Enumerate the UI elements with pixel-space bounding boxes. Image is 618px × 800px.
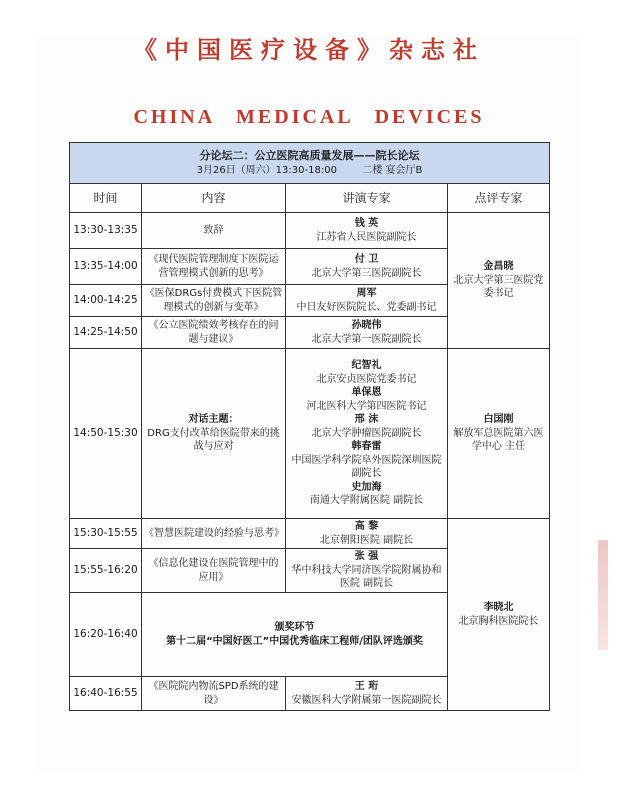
row-content: 《信息化建设在医院管理中的应用》: [142, 549, 286, 593]
forum-date-venue: [72, 164, 547, 178]
speaker-title: 华中科技大学同济医学院附属协和医院 副院长: [291, 564, 442, 590]
speaker-title: 安徽医科大学附属第一医院副院长: [291, 694, 442, 706]
reviewer-name: 白国刚: [483, 414, 514, 426]
row-time: 15:30-15:55: [70, 519, 142, 549]
row-content: [142, 349, 286, 519]
row-time: 16:40-16:55: [70, 677, 142, 711]
panelist-title: 河北医科大学第四医院书记: [306, 400, 427, 412]
row-speaker: [286, 213, 448, 249]
speaker-name: 张 强: [354, 551, 379, 563]
panelist-name: 韩春雷: [351, 441, 382, 453]
row-content: 致辞: [142, 213, 286, 249]
panelist-title: 北京安贞医院党委书记: [316, 373, 417, 385]
speaker-name: 高 黎: [354, 521, 379, 532]
row-speaker: [286, 549, 448, 593]
speaker-name: 孙晓伟: [351, 320, 382, 331]
table-row: [70, 349, 550, 519]
col-reviewer: 点评专家: [448, 184, 550, 213]
row-time: 16:20-16:40: [70, 593, 142, 677]
stamp-mark: [598, 540, 608, 650]
panelist-title: 北京大学肿瘤医院副院长: [311, 427, 422, 439]
speaker-title: 中日友好医院院长、党委副书记: [296, 301, 437, 313]
speaker-title: 北京大学第三医院副院长: [311, 267, 422, 279]
row-speaker: [286, 317, 448, 349]
reviewer-name: 金昌晓: [483, 261, 514, 273]
col-speaker: 讲演专家: [286, 184, 448, 213]
row-time: 15:55-16:20: [70, 549, 142, 593]
row-time: 14:50-15:30: [70, 349, 142, 519]
reviewer-title: 解放军总医院第六医学中心 主任: [453, 427, 544, 453]
row-speaker: [286, 677, 448, 711]
forum-title-row: [70, 143, 550, 184]
dialogue-topic: DRG支付改革给医院带来的挑战与应对: [147, 427, 280, 453]
panelist-name: 单保恩: [351, 387, 382, 399]
forum-title: 分论坛二：公立医院高质量发展——院长论坛: [199, 148, 420, 162]
speaker-name: 付 卫: [354, 254, 379, 265]
row-content: 《医院院内物流SPD系统的建设》: [142, 677, 286, 711]
magazine-title-en: CHINA MEDICAL DEVICES: [133, 106, 485, 128]
row-content: 《医保DRGs付费模式下医院管理模式的创新与变革》: [142, 285, 286, 317]
speaker-name: 钱 英: [354, 218, 379, 229]
dialogue-title: 对话主题：: [188, 414, 239, 426]
reviewer-cell: [448, 213, 550, 349]
speaker-title: 北京大学第一医院副院长: [311, 333, 422, 345]
award-cell: [142, 593, 448, 677]
row-time: 13:30-13:35: [70, 213, 142, 249]
table-row: [70, 519, 550, 549]
speaker-title: 北京朝阳医院 副院长: [319, 534, 414, 546]
reviewer-title: 北京大学第三医院党委书记: [453, 274, 544, 300]
award-desc: 第十二届“中国好医工”中国优秀临床工程师/团队评选颁奖: [166, 635, 423, 647]
reviewer-cell: [448, 519, 550, 711]
row-speaker: [286, 519, 448, 549]
table-row: [70, 213, 550, 249]
schedule-table: [69, 142, 550, 711]
col-time: 时间: [70, 184, 142, 213]
panelist-name: 邢 沫: [354, 414, 379, 426]
row-time: 13:35-14:00: [70, 249, 142, 285]
speaker-name: 王 珩: [354, 681, 379, 692]
panelist-name: 史加海: [351, 481, 382, 493]
forum-venue: 二楼 宴会厅B: [362, 164, 423, 176]
col-content: 内容: [142, 184, 286, 213]
row-speaker: [286, 249, 448, 285]
row-content: 《现代医院管理制度下医院运营管理模式创新的思考》: [142, 249, 286, 285]
reviewer-cell: [448, 349, 550, 519]
row-speaker: [286, 285, 448, 317]
panelist-title: 中国医学科学院阜外医院深圳医院副院长: [291, 454, 442, 480]
row-content: 《智慧医院建设的经验与思考》: [142, 519, 286, 549]
reviewer-name: 李晓北: [483, 602, 514, 613]
column-header-row: [70, 184, 550, 213]
magazine-title-cn: 《中国医疗设备》杂志社: [133, 35, 485, 64]
reviewer-title: 北京胸科医院院长: [458, 615, 539, 627]
speaker-title: 江苏省人民医院副院长: [316, 231, 417, 243]
row-time: 14:25-14:50: [70, 317, 142, 349]
panelist-title: 南通大学附属医院 副院长: [309, 495, 424, 507]
panelist-name: 纪智礼: [351, 360, 382, 372]
forum-date-time: 3月26日（周六）13:30-18:00: [196, 164, 337, 176]
row-time: 14:00-14:25: [70, 285, 142, 317]
row-speaker: [286, 349, 448, 519]
row-content: 《公立医院绩效考核存在的问题与建议》: [142, 317, 286, 349]
speaker-name: 周军: [356, 288, 377, 299]
award-title: 颁奖环节: [274, 622, 315, 633]
